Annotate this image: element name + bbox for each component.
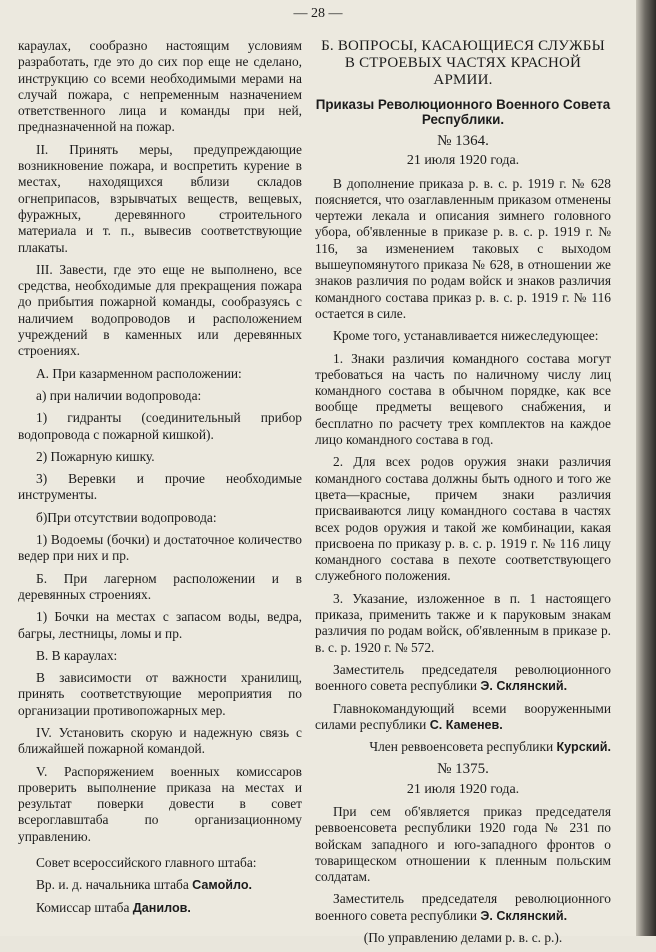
- paragraph: 2. Для всех родов оружия знаки различия командного состава должны быть одного и того же цвета—красные, причем знаки различия присваиваются лицу командного состава в частях всех родов оружия и такой же комбинации, какая присвоена по приказу р. в. с. р. 1919 г. № 116 лицу командного состава в пехоте соответствующего служебного положения.: [315, 454, 611, 584]
- paragraph: б)При отсутствии водопровода:: [36, 509, 217, 525]
- signature-name: Курский.: [556, 740, 611, 755]
- signature-name: С. Каменев.: [429, 717, 503, 732]
- paragraph: В зависимости от важности хранилищ, принять соответствующие мероприятия по организации противопожарных мер.: [18, 670, 302, 718]
- paragraph: В дополнение приказа р. в. с. р. 1919 г. № 628 поясняется, что озаглавленным приказом отменены чертежи лекала и описания зимнего головного убора, об'явленные в приказе р. в. с. р. 1919 г. № 116, за изменением таковых с выходом вышеупомянутого приказа № 628, в отношении же знаков различия по родам войск и знаков различия командного состава приказ р. в. с. р. 1919 г. № 116 остается в силе.: [315, 175, 611, 321]
- paragraph: 1. Знаки различия командного состава могут требоваться на часть по наличному числу лиц командного состава в обычном порядке, как все вообще предметы вещевого снабжения, и бесплатно по расчету трех комплектов на каждое лицо командного состава в год.: [315, 350, 611, 448]
- paragraph: III. Завести, где это еще не выполнено, все средства, необходимые для прекращения пожара до прибытия пожарной команды, сообразуясь с наличием водопроводов и расположением учреждений в каменных или деревянных строениях.: [18, 261, 302, 359]
- signature-role: Главнокомандующий всеми вооруженными силами республики: [315, 700, 611, 732]
- signature-line: [18, 900, 302, 916]
- signature-line: [315, 891, 611, 924]
- paragraph: IV. Установить скорую и надежную связь с ближайшей пожарной командой.: [18, 724, 302, 757]
- orders-title: Приказы Революционного Военного Совета Республики.: [315, 97, 611, 127]
- section-title: Б. ВОПРОСЫ, КАСАЮЩИЕСЯ СЛУЖБЫ В СТРОЕВЫХ ЧАСТЯХ КРАСНОЙ АРМИИ.: [321, 38, 605, 88]
- paragraph: 2) Пожарную кишку.: [36, 448, 155, 464]
- paragraph: В. В караулах:: [36, 647, 118, 663]
- signature-role: Вр. и. д. начальника штаба: [36, 877, 189, 893]
- footer-note: (По управлению делами р. в. с. р.).: [363, 930, 563, 946]
- page-number: — 28 —: [293, 6, 343, 21]
- paragraph: 3) Веревки и прочие необходимые инструменты.: [18, 471, 302, 503]
- paragraph: Кроме того, устанавливается нижеследующее:: [333, 328, 599, 344]
- signature-council: Совет всероссийского главного штаба:: [36, 855, 257, 871]
- signature-line: [315, 701, 611, 734]
- signature-role: Заместитель председателя революционного военного совета республики: [315, 661, 611, 694]
- order-date: 21 июля 1920 года.: [406, 781, 520, 797]
- paragraph: караулах, сообразно настоящим условиям разработать, где это до сих пор еще не сделано, инструкцию со всеми необходимыми мерами на случай пожара, с непременным назначением ответственного лица и команды при ней, предназначенной на пожар.: [18, 38, 302, 135]
- paragraph: 1) Водоемы (бочки) и достаточное количество ведер при них и пр.: [18, 532, 302, 564]
- left-column: [18, 38, 302, 922]
- signature-role: Член реввоенсовета республики: [369, 739, 554, 755]
- order-number: № 1364.: [437, 133, 489, 149]
- order-number: № 1375.: [437, 761, 489, 778]
- paragraph: а) при наличии водопровода:: [36, 387, 202, 403]
- paragraph: 1) гидранты (соединительный прибор водопровода с пожарной кишкой).: [18, 410, 302, 442]
- signature-role: Комиссар штаба: [36, 899, 130, 915]
- signature-line: [315, 739, 611, 755]
- signature-name: Данилов.: [132, 900, 191, 915]
- signature-line: [18, 877, 302, 893]
- paragraph: Б. При лагерном расположении и в деревянных строениях.: [18, 570, 302, 602]
- paragraph: При сем об'является приказ председателя реввоенсовета республики 1920 года № 231 по войскам западного и юго-западного фронтов о товарищеском отношении к пленным польским солдатам.: [315, 803, 611, 885]
- paragraph: А. При казарменном расположении:: [36, 365, 242, 381]
- paragraph: V. Распоряжением военных комиссаров проверить выполнение приказа на местах и результат поверки довести в совет всероглавштаба по организационному управлению.: [18, 763, 302, 844]
- signature-name: Э. Склянский.: [480, 679, 568, 694]
- paragraph: 3. Указание, изложенное в п. 1 настоящего приказа, применить также и к паруковым знакам различия по родам войск, об'явленным в приказе р. в. с. р. 1920 г. № 572.: [315, 590, 611, 655]
- paragraph: II. Принять меры, предупреждающие возникновение пожара, и воспретить курение в местах, находящихся вблизи складов огнеприпасов, взрывчатых веществ, вещевых, фуражных, деревянного строительного материала и т. п., вывесив соответствующие плакаты.: [18, 141, 302, 255]
- right-column: [315, 38, 611, 952]
- book-binding-edge: [636, 0, 656, 936]
- signature-line: [315, 662, 611, 695]
- signature-name: Э. Склянский.: [480, 908, 568, 923]
- order-date: 21 июля 1920 года.: [406, 153, 520, 169]
- paragraph: 1) Бочки на местах с запасом воды, ведра, багры, лестницы, ломы и пр.: [18, 609, 302, 641]
- signature-name: Самойло.: [192, 878, 253, 893]
- signature-role: Заместитель председателя революционного военного совета республики: [315, 891, 611, 923]
